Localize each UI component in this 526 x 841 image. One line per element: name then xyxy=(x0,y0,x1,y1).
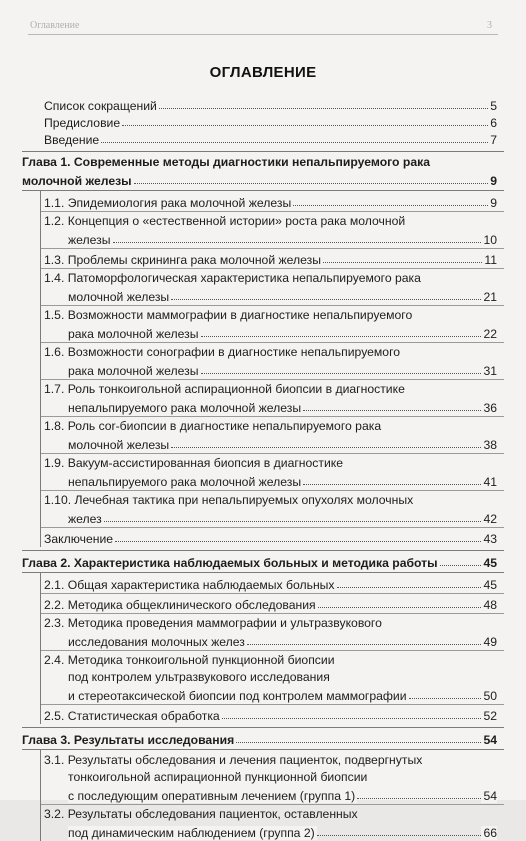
group-bracket-line xyxy=(40,190,41,547)
toc-entry-front-text: Предисловие xyxy=(44,116,121,130)
entry-divider xyxy=(40,804,504,805)
chapter-title-end[interactable] xyxy=(22,171,497,188)
page-number: 41 xyxy=(483,475,497,489)
dot-leader xyxy=(171,447,481,448)
toc-entry-section-text: с последующим оперативным лечением (группа 1) xyxy=(68,789,356,803)
toc-entry-section[interactable] xyxy=(68,686,497,703)
toc-entry-section[interactable] xyxy=(68,361,497,378)
page-number: 11 xyxy=(484,253,497,267)
toc-entry-section-line: 1.4. Патоморфологическая характеристика непальпируемого рака xyxy=(44,271,421,285)
dot-leader xyxy=(409,698,482,699)
page-number: 21 xyxy=(483,290,497,304)
page-number: 9 xyxy=(490,174,497,188)
chapter-title-text: Глава 2. Характеристика наблюдаемых больных и методика работы xyxy=(22,556,438,570)
toc-entry-section-text: непальпируемого рака молочной железы xyxy=(68,475,302,489)
toc-entry-section[interactable] xyxy=(68,632,497,649)
entry-divider xyxy=(40,342,504,343)
toc-entry-section[interactable] xyxy=(68,230,497,247)
toc-entry-front-text: Введение xyxy=(44,133,100,147)
toc-entry-section[interactable] xyxy=(68,324,497,341)
entry-divider xyxy=(40,527,504,528)
toc-entry-section-line: 1.5. Возможности маммографии в диагностике непальпируемого xyxy=(44,308,413,322)
group-bracket-line xyxy=(40,749,41,841)
entry-divider xyxy=(40,305,504,306)
toc-entry-section[interactable] xyxy=(44,575,497,592)
group-bracket-line xyxy=(40,572,41,724)
toc-entry-section-text: Заключение xyxy=(44,532,114,546)
dot-leader xyxy=(440,565,482,566)
entry-divider xyxy=(40,490,504,491)
entry-divider xyxy=(40,211,504,212)
dot-leader xyxy=(201,336,482,337)
toc-entry-section-text: исследования молочных желез xyxy=(68,635,245,649)
toc-entry-section[interactable] xyxy=(68,509,497,526)
page-number: 45 xyxy=(483,578,497,592)
toc-entry-section-line: 3.1. Результаты обследования и лечения пациенток, подвергнутых xyxy=(44,753,423,767)
entry-divider xyxy=(40,613,504,614)
page-number: 52 xyxy=(483,709,497,723)
dot-leader xyxy=(122,125,488,126)
dot-leader xyxy=(337,587,482,588)
toc-entry-section[interactable] xyxy=(68,398,497,415)
toc-entry-section[interactable] xyxy=(44,706,497,723)
page-number: 48 xyxy=(483,598,497,612)
dot-leader xyxy=(303,484,481,485)
toc-entry-section-line: 2.3. Методика проведения маммографии и ультразвукового xyxy=(44,616,382,630)
toc-entry-section-text: 1.1. Эпидемиология рака молочной железы xyxy=(44,196,292,210)
entry-divider xyxy=(40,453,504,454)
toc-entry-section-text: 2.2. Методика общеклинического обследования xyxy=(44,598,316,612)
dot-leader xyxy=(222,718,482,719)
dot-leader xyxy=(318,607,482,608)
page-number: 49 xyxy=(483,635,497,649)
running-head: Оглавление xyxy=(30,20,80,31)
entry-divider xyxy=(40,416,504,417)
dot-leader xyxy=(317,835,482,836)
toc-entry-section[interactable] xyxy=(44,250,497,267)
dot-leader xyxy=(115,541,481,542)
toc-entry-section-line: 1.2. Концепция о «естественной истории» роста рака молочной xyxy=(44,214,406,228)
section-divider xyxy=(22,572,504,573)
page-number: 54 xyxy=(483,789,497,803)
section-divider xyxy=(22,151,504,152)
toc-entry-section[interactable] xyxy=(68,823,497,840)
chapter-title-text: Глава 3. Результаты исследования xyxy=(22,733,235,747)
chapter-title-end-text: молочной железы xyxy=(22,174,132,188)
dot-leader xyxy=(101,142,488,143)
toc-entry-section-text: рака молочной железы xyxy=(68,364,199,378)
page-number: 36 xyxy=(483,401,497,415)
dot-leader xyxy=(104,521,482,522)
toc-entry-section[interactable] xyxy=(68,287,497,304)
toc-entry-section-line: 1.6. Возможности сонографии в диагностике непальпируемого xyxy=(44,345,401,359)
toc-entry-section-text: рака молочной железы xyxy=(68,327,199,341)
page-number: 66 xyxy=(483,826,497,840)
page-number: 38 xyxy=(483,438,497,452)
toc-entry-section-line: 1.7. Роль тонкоигольной аспирационной биопсии в диагностике xyxy=(44,382,405,396)
toc-entry-section-text: молочной железы xyxy=(68,290,170,304)
toc-entry-section-text: 2.5. Статистическая обработка xyxy=(44,709,220,723)
dot-leader xyxy=(293,205,488,206)
page-number: 54 xyxy=(483,733,497,747)
chapter-title[interactable] xyxy=(22,553,497,570)
toc-entry-section[interactable] xyxy=(44,595,497,612)
page-number: 9 xyxy=(490,196,497,210)
toc-entry-section-text: непальпируемого рака молочной железы xyxy=(68,401,302,415)
toc-entry-front-text: Список сокращений xyxy=(44,99,157,113)
dot-leader xyxy=(159,108,488,109)
dot-leader xyxy=(236,742,481,743)
page-number: 45 xyxy=(483,556,497,570)
dot-leader xyxy=(201,373,482,374)
toc-entry-section-text: 2.1. Общая характеристика наблюдаемых больных xyxy=(44,578,335,592)
toc-entry-section-text: 1.3. Проблемы скрининга рака молочной железы xyxy=(44,253,322,267)
page-number: 50 xyxy=(483,689,497,703)
toc-entry-front[interactable] xyxy=(44,130,497,147)
page-number: 43 xyxy=(483,532,497,546)
page-number: 10 xyxy=(483,233,497,247)
dot-leader xyxy=(171,299,481,300)
toc-entry-section-line: тонкоигольной аспирационной пункционной биопсии xyxy=(68,770,368,784)
toc-entry-front[interactable] xyxy=(44,113,497,130)
page-number: 7 xyxy=(490,133,497,147)
section-divider xyxy=(22,550,504,551)
chapter-title: Глава 1. Современные методы диагностики непальпируемого рака xyxy=(22,155,430,169)
entry-divider xyxy=(40,248,504,249)
toc-entry-section-text: и стереотаксической биопсии под контролем маммографии xyxy=(68,689,407,703)
section-divider xyxy=(22,749,504,750)
toc-entry-section-line: под контролем ультразвукового исследования xyxy=(68,670,330,684)
toc-entry-section-text: под динамическим наблюдением (группа 2) xyxy=(68,826,315,840)
toc-entry-section-line: 1.9. Вакуум-ассистированная биопсия в диагностике xyxy=(44,456,344,470)
toc-entry-section[interactable] xyxy=(68,435,497,452)
page-number: 22 xyxy=(483,327,497,341)
page-number: 5 xyxy=(490,99,497,113)
entry-divider xyxy=(40,268,504,269)
dot-leader xyxy=(323,262,482,263)
toc-entry-section-line: 1.8. Роль cor-биопсии в диагностике непальпируемого рака xyxy=(44,419,382,433)
entry-divider xyxy=(40,704,504,705)
toc-entry-section-line: 2.4. Методика тонкоигольной пункционной биопсии xyxy=(44,653,335,667)
dot-leader xyxy=(247,644,482,645)
toc-entry-section-line: 3.2. Результаты обследования пациенток, оставленных xyxy=(44,807,358,821)
toc-entry-section[interactable] xyxy=(44,529,497,546)
entry-divider xyxy=(40,379,504,380)
running-page-number: 3 xyxy=(487,20,492,31)
dot-leader xyxy=(113,242,482,243)
toc-entry-section[interactable] xyxy=(68,786,497,803)
entry-divider xyxy=(40,650,504,651)
entry-divider xyxy=(40,593,504,594)
section-divider xyxy=(22,727,504,728)
toc-entry-section-text: желез xyxy=(68,512,102,526)
toc-entry-front[interactable] xyxy=(44,96,497,113)
toc-entry-section-text: железы xyxy=(68,233,111,247)
page-number: 31 xyxy=(483,364,497,378)
dot-leader xyxy=(134,183,489,184)
toc-entry-section-line: 1.10. Лечебная тактика при непальпируемых опухолях молочных xyxy=(44,493,414,507)
toc-entry-section[interactable] xyxy=(68,472,497,489)
page-number: 42 xyxy=(483,512,497,526)
chapter-title[interactable] xyxy=(22,730,497,747)
dot-leader xyxy=(357,798,481,799)
toc-entry-section-text: молочной железы xyxy=(68,438,170,452)
dot-leader xyxy=(303,410,481,411)
section-divider xyxy=(22,190,504,191)
toc-entry-section[interactable] xyxy=(44,193,497,210)
page-title: ОГЛАВЛЕНИЕ xyxy=(209,64,317,81)
page-number: 6 xyxy=(490,116,497,130)
